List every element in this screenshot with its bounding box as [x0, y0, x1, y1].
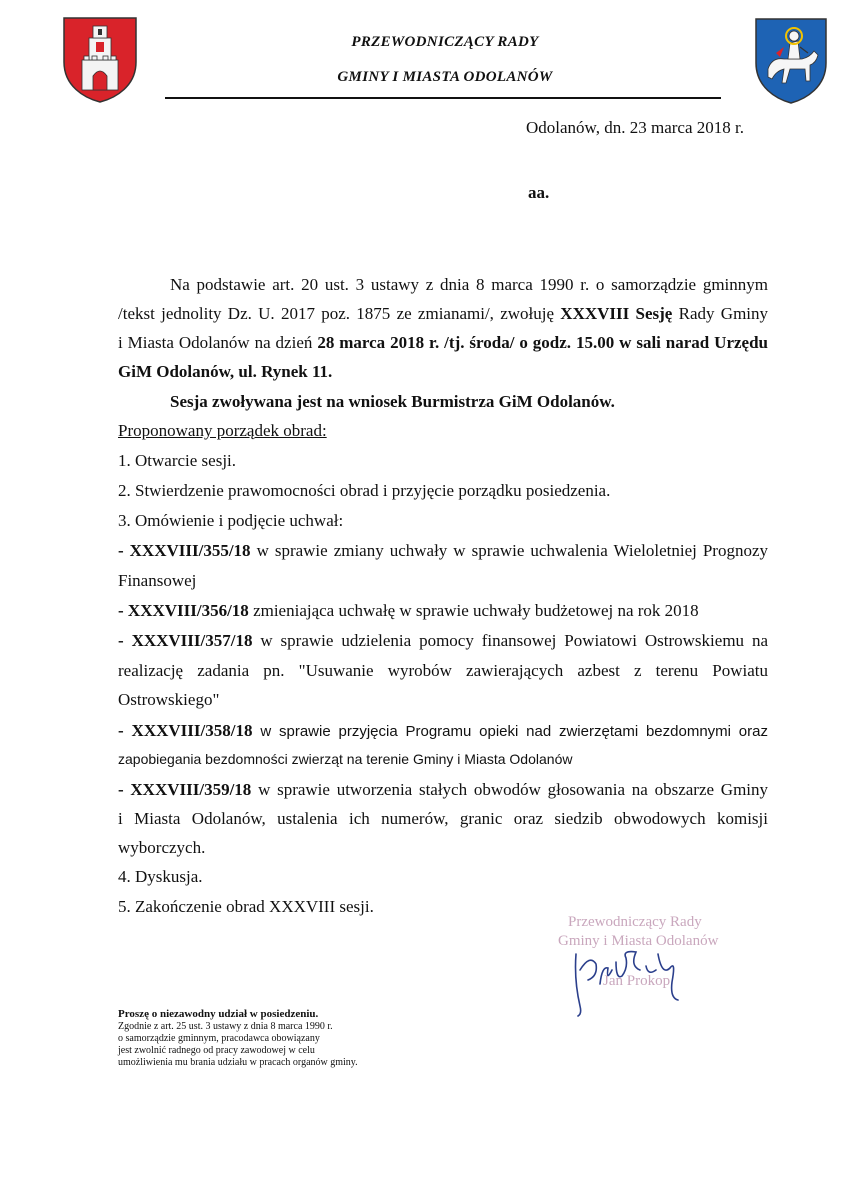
intro-line-1: Na podstawie art. 20 ust. 3 ustawy z dnia 8 marca 1990 r. o samorządzie gminnym — [170, 275, 768, 294]
agenda-item-2: 2. Stwierdzenie prawomocności obrad i przyjęcie porządku posiedzenia. — [118, 481, 611, 500]
resolution-359-number: - XXXVIII/359/18 — [118, 780, 252, 799]
saint-on-horse-crest-icon — [754, 17, 828, 105]
agenda-item-4: 4. Dyskusja. — [118, 867, 203, 886]
signature-icon — [566, 940, 696, 1020]
resolution-357-text-2: realizację zadania pn. "Usuwanie wyrobów zawierających azbest z terenu Powiatu — [118, 661, 768, 680]
resolution-359-text-2: i Miasta Odolanów, ustalenia ich numerów, granic oraz siedzib obwodowych komisji — [118, 809, 768, 828]
header-line-1: PRZEWODNICZĄCY RADY — [351, 34, 539, 50]
session-address: GiM Odolanów, ul. Rynek 11. — [118, 362, 333, 381]
header-line-2: GMINY I MIASTA ODOLANÓW — [337, 69, 553, 85]
resolution-358-text-2: zapobiegania bezdomności zwierząt na terenie Gminy i Miasta Odolanów — [118, 751, 573, 767]
intro-line-3a: i Miasta Odolanów na dzień — [118, 333, 313, 352]
stamp-line-2: Gminy i Miasta Odolanów — [558, 933, 719, 949]
stamp-line-3: Jan Prokop — [603, 973, 671, 989]
agenda-heading: Proponowany porządek obrad: — [118, 421, 327, 440]
agenda-item-3: 3. Omówienie i podjęcie uchwał: — [118, 511, 344, 530]
resolution-357-text-3: Ostrowskiego" — [118, 690, 220, 709]
resolution-355-text: w sprawie zmiany uchwały w sprawie uchwalenia Wieloletniej Prognozy — [256, 541, 769, 560]
session-date-place: 28 marca 2018 r. /tj. środa/ o godz. 15.00 w sali narad Urzędu — [317, 333, 769, 352]
resolution-357-text: w sprawie udzielenia pomocy finansowej Powiatowi Ostrowskiemu na — [260, 631, 768, 650]
intro-line-2a: /tekst jednolity Dz. U. 2017 poz. 1875 ze zmianami/, zwołuję — [118, 304, 555, 323]
agenda-item-1: 1. Otwarcie sesji. — [118, 451, 237, 470]
agenda-item-5: 5. Zakończenie obrad XXXVIII sesji. — [118, 897, 374, 916]
resolution-357-number: - XXXVIII/357/18 — [118, 631, 253, 650]
footer-line-1: Zgodnie z art. 25 ust. 3 ustawy z dnia 8 marca 1990 r. — [118, 1021, 333, 1032]
addressee: aa. — [528, 183, 550, 202]
resolution-358-text: w sprawie przyjęcia Programu opieki nad zwierzętami bezdomnymi oraz — [260, 723, 768, 740]
intro-line-2c: Rady Gminy — [678, 304, 769, 323]
date-line: Odolanów, dn. 23 marca 2018 r. — [526, 118, 744, 137]
resolution-355-number: - XXXVIII/355/18 — [118, 541, 251, 560]
tower-gate-crest-icon — [62, 16, 138, 104]
footer-line-3: jest zwolnić radnego od pracy zawodowej w celu — [118, 1045, 315, 1056]
resolution-355-text-2: Finansowej — [118, 571, 197, 590]
stamp-line-1: Przewodniczący Rady — [568, 914, 702, 930]
resolution-359-text: w sprawie utworzenia stałych obwodów głosowania na obszarze Gminy — [258, 780, 769, 799]
resolution-358-number: - XXXVIII/358/18 — [118, 721, 253, 740]
header-rule — [165, 97, 721, 99]
session-number: XXXVIII Sesję — [560, 304, 673, 323]
resolution-359-text-3: wyborczych. — [118, 838, 206, 857]
footer-line-2: o samorządzie gminnym, pracodawca obowiązany — [118, 1033, 320, 1044]
footer-bold: Proszę o niezawodny udział w posiedzeniu. — [118, 1008, 319, 1020]
resolution-356-number: - XXXVIII/356/18 — [118, 601, 249, 620]
resolution-356-text: zmieniająca uchwałę w sprawie uchwały budżetowej na rok 2018 — [253, 601, 699, 620]
footer-line-4: umożliwienia mu brania udziału w pracach organów gminy. — [118, 1057, 358, 1068]
session-request-note: Sesja zwoływana jest na wniosek Burmistrza GiM Odolanów. — [170, 392, 615, 411]
